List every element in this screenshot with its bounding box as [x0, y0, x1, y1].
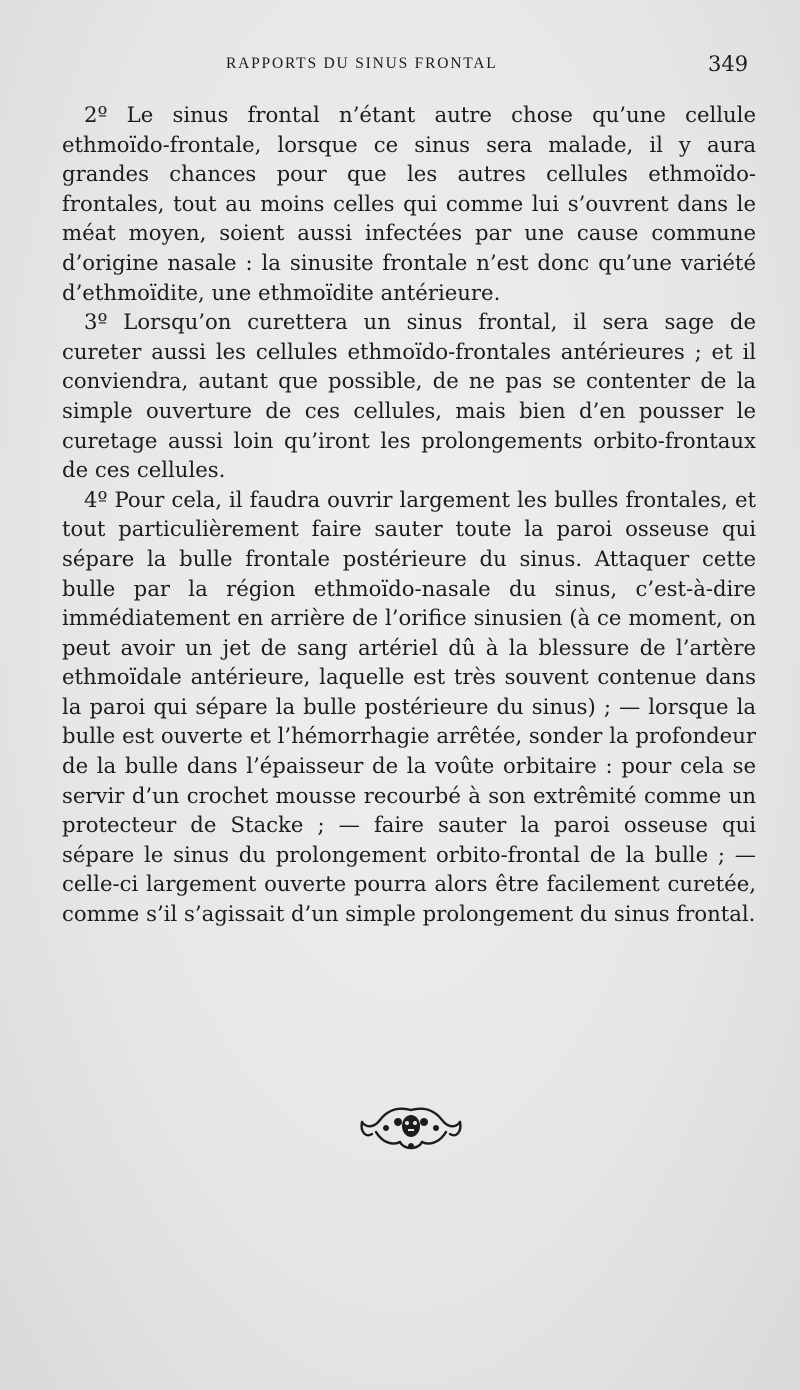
paragraph-2: 2º Le sinus frontal n’étant autre chose qu’une cellule ethmoïdo-frontale, lorsque ce sinus sera malade, il y aura grandes chances pour que les autres cellules ethmoïdo-frontales, tout au moins celles qui comme lui s’ouvrent dans le méat moyen, soient aussi infectées par une cause commune d’origine nasale : la sinusite frontale n’est donc qu’une variété d’ethmoïdite, une ethmoïdite antérieure.: [62, 102, 756, 305]
fleuron-ornament-icon: [356, 1102, 466, 1154]
paragraph-4: 4º Pour cela, il faudra ouvrir largement les bulles frontales, et tout particulièrement faire sauter toute la paroi osseuse qui sépare la bulle frontale postérieure du sinus. Attaquer cette bulle par la région ethmoïdo-nasale du sinus, c’est-à-dire immédiatement en arrière de l’orifice sinusien (à ce moment, on peut avoir un jet de sang artériel dû à la blessure de l’artère ethmoïdale antérieure, laquelle est très souvent contenue dans la paroi qui sépare la bulle postérieure du sinus) ; — lorsque la bulle est ouverte et l’hémorrhagie arrêtée, sonder la profondeur de la bulle dans l’épaisseur de la voûte orbitaire : pour cela se servir d’un crochet mousse recourbé à son extrêmité comme un protecteur de Stacke ; — faire sauter la paroi osseuse qui sépare le sinus du prolongement orbito-frontal de la bulle ; — celle-ci largement ouverte pourra alors être facilement curetée, comme s’il s’agissait d’un simple prolongement du sinus frontal.: [62, 486, 756, 927]
body-text: [62, 100, 756, 929]
running-title: RAPPORTS DU SINUS FRONTAL: [226, 55, 498, 72]
page-header: [0, 46, 800, 82]
paragraph-3: 3º Lorsqu’on curettera un sinus frontal, il sera sage de cureter aussi les cellules ethmoïdo-frontales antérieures ; et il conviendra, autant que possible, de ne pas se contenter de la simple ouverture de ces cellules, mais bien d’en pousser le curetage aussi loin qu’iront les prolongements orbito-frontaux de ces cellules.: [62, 309, 756, 483]
page-number: 349: [708, 52, 749, 76]
